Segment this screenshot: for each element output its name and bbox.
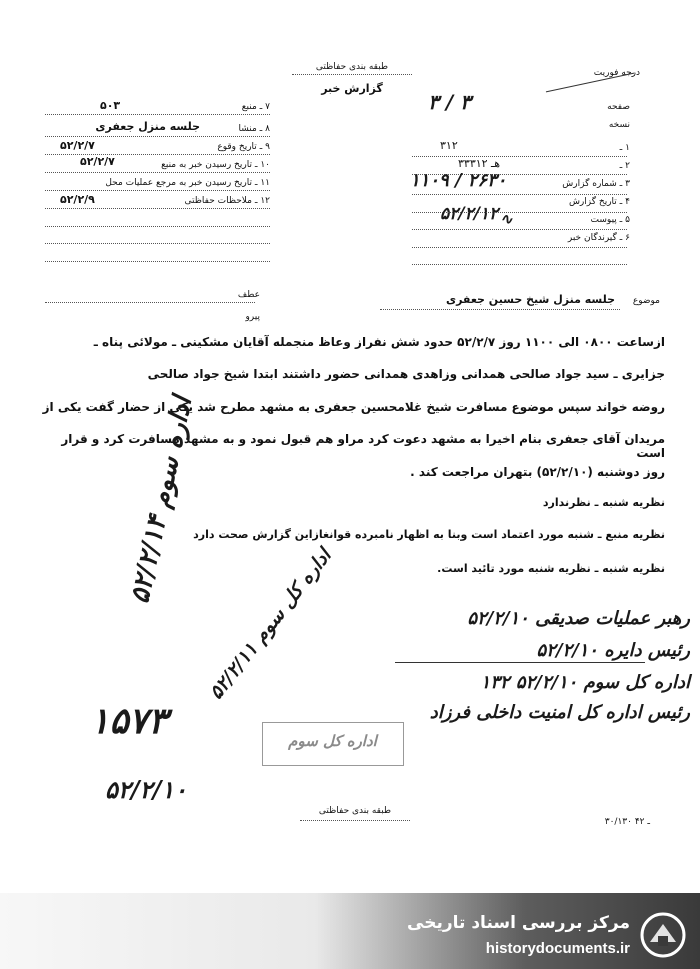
left-field-9-line: [45, 154, 270, 155]
left-field-7-value: ۵۰۳: [100, 99, 121, 112]
right-field-5-line: [412, 229, 627, 230]
subject-label: موضوع: [632, 296, 660, 306]
handwritten-page-mark: ۳ / ۳: [428, 90, 471, 114]
left-field-8-label: ۸ ـ منشا: [238, 124, 270, 134]
left-field-12-line: [45, 208, 270, 209]
body-line-4: مریدان آقای جعفری بنام اخیرا به مشهد دعوت کرد مراو هم قبول نمود و به مشهد مسافرت کرد و قرار است: [61, 432, 665, 460]
handwritten-number: ۱۵۷۳: [90, 700, 168, 742]
signature-line-2: رئیس دایره ۵۲/۲/۱۰: [536, 640, 690, 661]
right-field-2-value: ۳۳۳هـ ۱۲: [458, 157, 501, 170]
report-title: گزارش خبر: [321, 82, 383, 95]
right-field-5-mark: ∿: [500, 210, 513, 228]
org-name: مرکز بررسی اسناد تاریخی: [407, 913, 630, 933]
right-field-1-label: ۱ ـ: [619, 143, 630, 153]
right-field-3-label: ۳ ـ شماره گزارش: [562, 179, 630, 189]
copy-label: نسخه: [608, 120, 630, 130]
classification-bottom: طبقه بندی حفاظتی: [318, 806, 392, 816]
peyro-label: پیرو: [245, 312, 260, 322]
handwritten-margin-note: ۵۲/۲/۱۴ اداره سوم: [125, 394, 199, 607]
body-line-5: روز دوشنبه (۵۲/۲/۱۰) بتهران مراجعت کند .: [410, 465, 665, 479]
left-extra-line-3: [45, 261, 270, 262]
right-field-6-label: ۶ ـ گیرندگان خبر: [567, 233, 630, 243]
left-extra-line-1: [45, 226, 270, 227]
left-field-10-value: ۵۲/۲/۷: [80, 155, 115, 168]
signature-line-3: اداره کل سوم ۵۲/۲/۱۰ ۱۳۲: [480, 672, 690, 693]
classification-top: طبقه بندی حفاظتی: [315, 62, 389, 72]
handwritten-center-note: اداره کل سوم ۵۲/۲/۱۱: [205, 545, 336, 704]
right-field-1-value: ۳۱۲: [440, 139, 458, 152]
website-label[interactable]: historydocuments.ir: [485, 940, 630, 957]
body-line-2: جزایری ـ سید جواد صالحی همدانی وزاهدی همدانی حضور داشتند ابتدا شیخ جواد صالحی: [147, 367, 665, 381]
right-field-4-value: ۵۲/۲/۱۲: [440, 204, 499, 224]
right-field-4-line: [412, 212, 627, 213]
left-field-9-value: ۵۲/۲/۷: [60, 139, 95, 152]
right-field-2-label: ۲ ـ: [619, 161, 630, 171]
left-field-11-label: ۱۱ ـ تاریخ رسیدن خبر به مرجع عملیات محل: [105, 178, 270, 188]
note-line-1: نظریه شنبه ـ نظرندارد: [542, 496, 665, 509]
classification-bottom-line: [300, 820, 410, 821]
handwritten-bottom-date: ۵۲/۲/۱۰: [105, 775, 187, 804]
left-field-12-label: ۱۲ ـ ملاحظات حفاظتی: [184, 196, 270, 206]
stamp-text: اداره کل سوم: [288, 732, 377, 750]
signature-line-1: رهبر عملیات صدیقی ۵۲/۲/۱۰: [467, 608, 690, 629]
page-label: صفحه: [607, 102, 630, 112]
left-field-11-line: [45, 190, 270, 191]
note-line-3: نظریه شنبه ـ نظریه شنبه مورد تائید است.: [437, 562, 665, 575]
org-logo-icon: [640, 912, 686, 958]
left-field-8-value: جلسه منزل جعفری: [95, 120, 200, 133]
left-field-7-line: [45, 114, 270, 115]
atf-line: [45, 302, 255, 303]
body-line-1: ازساعت ۰۸۰۰ الی ۱۱۰۰ روز ۵۲/۲/۷ حدود شش نفراز وعاظ منجمله آقایان مشکینی ـ مولائی پناه ـ: [93, 335, 665, 349]
signature-line-4: رئیس اداره کل امنیت داخلی فرزاد: [429, 702, 690, 723]
left-field-10-line: [45, 172, 270, 173]
atf-label: عطف: [237, 290, 260, 300]
left-field-7-label: ۷ ـ منبع: [241, 102, 270, 112]
right-field-5-label: ۵ ـ پیوست: [590, 215, 630, 225]
body-line-3: روضه خواند سپس موضوع مسافرت شیخ غلامحسین جعفری به مشهد مطرح شد یکی از حضار گفت یکی از: [42, 400, 665, 414]
priority-label: درجه فوریت: [593, 68, 640, 78]
right-field-3-line: [412, 194, 627, 195]
right-field-1-line: [412, 156, 627, 157]
subject-value: جلسه منزل شیخ حسین جعفری: [445, 293, 615, 306]
left-field-12-value: ۵۲/۲/۹: [60, 193, 95, 206]
right-field-4-label: ۴ ـ تاریخ گزارش: [568, 197, 630, 207]
right-field-6-line: [412, 247, 627, 248]
left-field-8-line: [45, 136, 270, 137]
signature-strike: [395, 662, 645, 663]
left-field-10-label: ۱۰ ـ تاریخ رسیدن خبر به منبع: [161, 160, 270, 170]
title-divider: [292, 74, 412, 75]
form-code: ۳۰/۱۳۰ ـ ۴۲: [604, 817, 650, 827]
right-field-3-value: ۱۱۰۹ / ۲۶۳۰: [410, 170, 507, 191]
note-line-2: نظریه منبع ـ شنبه مورد اعتماد است وبنا به اظهار نامبرده قوانغازاین گزارش صحت دارد: [193, 528, 665, 541]
left-field-9-label: ۹ ـ تاریخ وقوع: [217, 142, 270, 152]
subject-line: [380, 309, 620, 310]
left-extra-line-2: [45, 243, 270, 244]
right-extra-line-1: [412, 264, 627, 265]
